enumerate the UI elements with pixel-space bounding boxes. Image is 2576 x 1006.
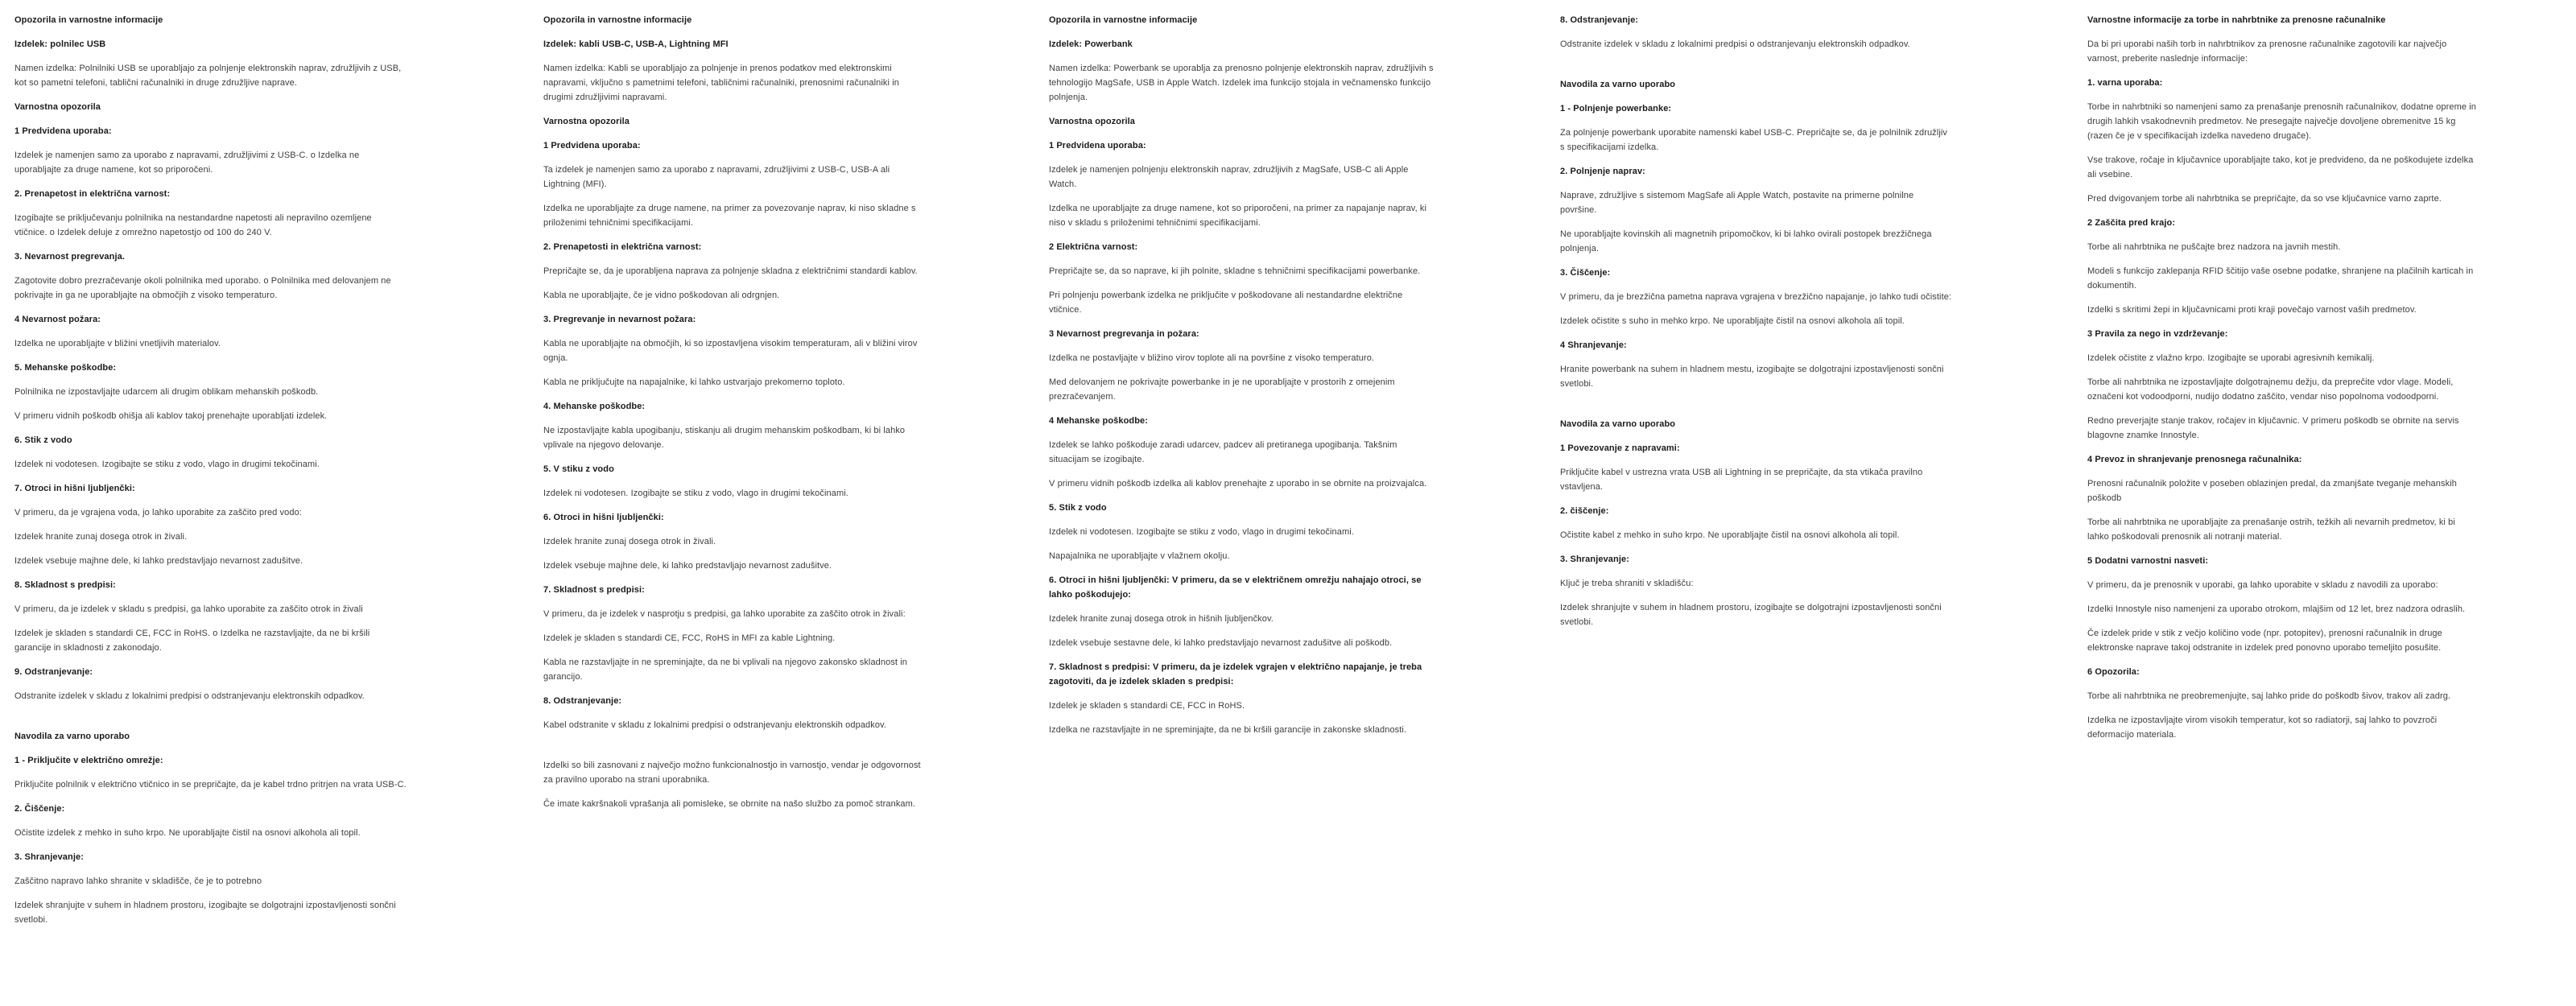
paragraph: V primeru, da je vgrajena voda, jo lahko uporabite za zaščito pred vodo:: [14, 508, 302, 517]
section-heading: 9. Odstranjevanje:: [14, 667, 93, 677]
section-heading: Varnostna opozorila: [14, 102, 101, 112]
paragraph: Med delovanjem ne pokrivajte powerbanke in je ne uporabljajte v prostorih z omejenim prezračevanjem.: [1049, 377, 1395, 402]
section-heading: 3. Čiščenje:: [1560, 268, 1611, 278]
column-cables: [543, 13, 928, 821]
section-heading: 5. Stik z vodo: [1049, 503, 1107, 513]
section-heading: Varnostna opozorila: [1049, 117, 1136, 126]
section-heading: 3. Nevarnost pregrevanja.: [14, 252, 126, 262]
paragraph: Izogibajte se priključevanju polnilnika na nestandardne napetosti ali nepravilno ozemljene vtičnice. o Izdelek deluje z omrežno napetostjo od 100 do 240 V.: [14, 213, 372, 237]
column-powerbank-warnings: [1049, 13, 1437, 747]
paragraph: Izdelek je skladen s standardi CE, FCC, RoHS in MFI za kable Lightning.: [543, 633, 836, 643]
section-heading: 2. Prenapetost in električna varnost:: [14, 189, 171, 199]
paragraph: Izdelek ni vodotesen. Izogibajte se stiku z vodo, vlago in drugimi tekočinami.: [1049, 527, 1354, 537]
paragraph: Prenosni računalnik položite v poseben oblazinjen predal, da zmanjšate tveganje mehanskih poškodb: [2087, 479, 2457, 503]
paragraph: Kabla ne uporabljajte na območjih, ki so izpostavljena visokim temperaturam, ali v bližini virov ognja.: [543, 339, 918, 363]
paragraph: Izdelek vsebuje majhne dele, ki lahko predstavljajo nevarnost zadušitve.: [543, 561, 832, 571]
paragraph: Kabla ne priključujte na napajalnike, ki lahko ustvarjajo prekomerno toploto.: [543, 377, 845, 387]
paragraph: Namen izdelka: Kabli se uporabljajo za polnjenje in prenos podatkov med elektronskimi napravami, vključno s pametnimi telefoni, tabličnimi računalniki, prenosnimi računalniki in drugimi združljivimi napravami.: [543, 64, 899, 102]
paragraph: Torbe ali nahrbtnika ne uporabljajte za prenašanje ostrih, težkih ali nevarnih predmetov, ki bi lahko poškodovali prenosnik ali notranji material.: [2087, 517, 2455, 542]
paragraph: Prepričajte se, da so naprave, ki jih polnite, skladne s tehničnimi specifikacijami powerbanke.: [1049, 266, 1421, 276]
section-heading: 3 Nevarnost pregrevanja in požara:: [1049, 329, 1199, 339]
paragraph: Izdelka ne izpostavljajte virom visokih temperatur, kot so radiatorji, saj lahko to povzroči deformacijo materiala.: [2087, 715, 2438, 740]
paragraph: Torbe in nahrbtniki so namenjeni samo za prenašanje prenosnih računalnikov, dodatne opreme in drugih lahkih vsakodnevnih predmetov. Ne presegajte največje dovoljene obremenitve 15 kg (razen če je v specifikacijah izdelka navedeno drugače).: [2087, 102, 2476, 141]
paragraph: Očistite kabel z mehko in suho krpo. Ne uporabljajte čistil na osnovi alkohola ali topil.: [1560, 530, 1900, 540]
section-heading: Varnostne informacije za torbe in nahrbtnike za prenosne računalnike: [2087, 15, 2386, 25]
section-gap: [14, 713, 407, 729]
paragraph: Priključite kabel v ustrezna vrata USB ali Lightning in se prepričajte, da sta vtikača pravilno vstavljena.: [1560, 468, 1923, 492]
section-heading: 1 Predvidena uporaba:: [1049, 141, 1146, 150]
section-heading: 3 Pravila za nego in vzdrževanje:: [2087, 329, 2228, 339]
paragraph: Izdelka ne postavljajte v bližino virov toplote ali na površine z visoko temperaturo.: [1049, 353, 1375, 363]
section-heading: 4 Prevoz in shranjevanje prenosnega računalnika:: [2087, 455, 2302, 464]
section-heading: Izdelek: Powerbank: [1049, 39, 1133, 49]
paragraph: V primeru, da je brezžična pametna naprava vgrajena v brezžično napajanje, jo lahko tudi očistite:: [1560, 292, 1952, 302]
paragraph: Izdelka ne uporabljajte za druge namene, kot so priporočeni, na primer za napajanje naprav, ki niso v skladu s priloženimi tehničnimi specifikacijami.: [1049, 204, 1427, 228]
section-heading: 1. varna uporaba:: [2087, 78, 2163, 88]
section-heading: Navodila za varno uporabo: [1560, 80, 1676, 89]
paragraph: Priključite polnilnik v električno vtičnico in se prepričajte, da je kabel trdno pritrjen na vrata USB-C.: [14, 780, 407, 790]
paragraph: Torbe ali nahrbtnika ne preobremenjujte, saj lahko pride do poškodb šivov, trakov ali zadrg.: [2087, 691, 2451, 701]
column-powerbank-instructions: [1560, 13, 1952, 639]
paragraph: Izdelki Innostyle niso namenjeni za uporabo otrokom, mlajšim od 12 let, brez nadzora odraslih.: [2087, 604, 2466, 614]
section-heading: Izdelek: polnilec USB: [14, 39, 106, 49]
section-heading: 6 Opozorila:: [2087, 667, 2140, 677]
column-charger-usb: [14, 13, 407, 937]
paragraph: Ta izdelek je namenjen samo za uporabo z napravami, združljivimi z USB-C, USB-A ali Lightning (MFI).: [543, 165, 890, 189]
paragraph: Očistite izdelek z mehko in suho krpo. Ne uporabljajte čistil na osnovi alkohola ali topil.: [14, 828, 361, 838]
section-heading: 3. Shranjevanje:: [14, 852, 84, 862]
section-heading: 1 - Priključite v električno omrežje:: [14, 756, 163, 765]
section-heading: 8. Skladnost s predpisi:: [14, 580, 116, 590]
paragraph: Izdelek očistite s suho in mehko krpo. Ne uporabljajte čistil na osnovi alkohola ali topil.: [1560, 316, 1905, 326]
paragraph: Izdelek je skladen s standardi CE, FCC in RoHS. o Izdelka ne razstavljajte, da ne bi kršili garancije in skladnosti z zakonodajo.: [14, 629, 370, 653]
section-heading: 5. V stiku z vodo: [543, 464, 614, 474]
column-laptop-bags: [2087, 13, 2476, 752]
paragraph: Izdelek je namenjen samo za uporabo z napravami, združljivimi z USB-C. o Izdelka ne uporabljajte za druge namene, kot so priporočeni.: [14, 150, 360, 175]
section-heading: 4. Mehanske poškodbe:: [543, 402, 646, 411]
paragraph: V primeru, da je prenosnik v uporabi, ga lahko uporabite v skladu z navodili za uporabo:: [2087, 580, 2438, 590]
paragraph: Kabla ne uporabljajte, če je vidno poškodovan ali odrgnjen.: [543, 291, 780, 300]
section-heading: 1 Povezovanje z napravami:: [1560, 443, 1680, 453]
paragraph: Za polnjenje powerbank uporabite namenski kabel USB-C. Prepričajte se, da je polnilnik združljiv s specifikacijami izdelka.: [1560, 128, 1948, 152]
paragraph: Ključ je treba shraniti v skladišču:: [1560, 579, 1694, 588]
section-heading: 4 Shranjevanje:: [1560, 340, 1627, 350]
paragraph: Izdelek hranite zunaj dosega otrok in živali.: [14, 532, 188, 542]
paragraph: Izdelek ni vodotesen. Izogibajte se stiku z vodo, vlago in drugimi tekočinami.: [14, 460, 320, 469]
paragraph: Naprave, združljive s sistemom MagSafe ali Apple Watch, postavite na primerne polnilne površine.: [1560, 191, 1914, 215]
section-heading: Navodila za varno uporabo: [1560, 419, 1676, 429]
section-heading: 6. Stik z vodo: [14, 435, 72, 445]
section-heading: 6. Otroci in hišni ljubljenčki: V primeru, da se v električnem omrežju nahajajo otroci, se lahko poškodujejo:: [1049, 575, 1422, 600]
paragraph: Izdelek hranite zunaj dosega otrok in hišnih ljubljenčkov.: [1049, 614, 1274, 624]
paragraph: Izdelka ne razstavljajte in ne spreminjajte, da ne bi kršili garancije in zakonske skladnosti.: [1049, 725, 1407, 735]
section-heading: 7. Skladnost s predpisi: V primeru, da je izdelek vgrajen v električno napajanje, je treba zagotoviti, da je izdelek skladen s predpisi:: [1049, 662, 1422, 686]
section-heading: 1 Predvidena uporaba:: [14, 126, 112, 136]
paragraph: Prepričajte se, da je uporabljena naprava za polnjenje skladna z električnimi standardi kablov.: [543, 266, 918, 276]
paragraph: Redno preverjajte stanje trakov, ročajev in ključavnic. V primeru poškodb se obrnite na servis blagovne znamke Innostyle.: [2087, 416, 2459, 440]
section-heading: 7. Otroci in hišni ljubljenčki:: [14, 484, 135, 493]
paragraph: Če izdelek pride v stik z večjo količino vode (npr. potopitev), prenosni računalnik in druge elektronske naprave takoj odstranite in izdelek pred ponovno uporabo temeljito posušite.: [2087, 629, 2442, 653]
paragraph: Namen izdelka: Polnilniki USB se uporabljajo za polnjenje elektronskih naprav, združljivih z USB, kot so pametni telefoni, tablični računalniki in druge združljive naprave.: [14, 64, 402, 88]
paragraph: Polnilnika ne izpostavljajte udarcem ali drugim oblikam mehanskih poškodb.: [14, 387, 319, 397]
section-heading: 2 Zaščita pred krajo:: [2087, 218, 2176, 228]
paragraph: Izdelek se lahko poškoduje zaradi udarcev, padcev ali pretiranega upogibanja. Takšnim situacijam se izogibajte.: [1049, 440, 1397, 464]
section-heading: 6. Otroci in hišni ljubljenčki:: [543, 513, 664, 522]
paragraph: Izdelka ne uporabljajte v bližini vnetljivih materialov.: [14, 339, 221, 348]
paragraph: Kabla ne razstavljajte in ne spreminjajte, da ne bi vplivali na njegovo zakonsko skladnost in garancijo.: [543, 658, 908, 682]
section-heading: 2 Električna varnost:: [1049, 242, 1138, 252]
section-heading: 2. Polnjenje naprav:: [1560, 167, 1645, 176]
section-heading: 3. Shranjevanje:: [1560, 555, 1629, 564]
paragraph: Izdelek ni vodotesen. Izogibajte se stiku z vodo, vlago in drugimi tekočinami.: [543, 489, 848, 498]
section-heading: 8. Odstranjevanje:: [543, 696, 622, 706]
section-heading: 8. Odstranjevanje:: [1560, 15, 1639, 25]
paragraph: Izdelki s skritimi žepi in ključavnicami proti kraji povečajo varnost vaših predmetov.: [2087, 305, 2417, 315]
paragraph: Kabel odstranite v skladu z lokalnimi predpisi o odstranjevanju elektronskih odpadkov.: [543, 720, 887, 730]
section-heading: 2. Čiščenje:: [14, 804, 65, 814]
paragraph: Ne uporabljajte kovinskih ali magnetnih pripomočkov, ki bi lahko ovirali postopek brezžičnega polnjenja.: [1560, 229, 1932, 254]
paragraph: Izdelek hranite zunaj dosega otrok in živali.: [543, 537, 716, 546]
paragraph: Izdelek je skladen s standardi CE, FCC in RoHS.: [1049, 701, 1245, 711]
paragraph: Ne izpostavljajte kabla upogibanju, stiskanju ali drugim mehanskim poškodbam, ki bi lahko vplivale na njegovo delovanje.: [543, 426, 906, 450]
section-heading: 2. Prenapetosti in električna varnost:: [543, 242, 702, 252]
paragraph: V primeru vidnih poškodb izdelka ali kablov prenehajte z uporabo in se obrnite na proizvajalca.: [1049, 479, 1427, 489]
section-heading: 1 - Polnjenje powerbanke:: [1560, 104, 1672, 113]
section-heading: Opozorila in varnostne informacije: [543, 15, 692, 25]
paragraph: Zaščitno napravo lahko shranite v skladišče, če je to potrebno: [14, 876, 262, 886]
paragraph: Da bi pri uporabi naših torb in nahrbtnikov za prenosne računalnike zagotovili kar največjo varnost, preberite naslednje informacije:: [2087, 39, 2447, 64]
section-heading: 7. Skladnost s predpisi:: [543, 585, 645, 595]
section-heading: Izdelek: kabli USB-C, USB-A, Lightning MFI: [543, 39, 729, 49]
section-heading: 2. čiščenje:: [1560, 506, 1609, 516]
paragraph: Zagotovite dobro prezračevanje okoli polnilnika med uporabo. o Polnilnika med delovanjem ne pokrivajte in ga ne uporabljajte na območjih z visoko temperaturo.: [14, 276, 391, 300]
paragraph: Izdelek očistite z vlažno krpo. Izogibajte se uporabi agresivnih kemikalij.: [2087, 353, 2375, 363]
section-heading: Varnostna opozorila: [543, 117, 630, 126]
section-heading: 3. Pregrevanje in nevarnost požara:: [543, 315, 696, 324]
paragraph: Torbe ali nahrbtnika ne puščajte brez nadzora na javnih mestih.: [2087, 242, 2341, 252]
section-heading: 4 Mehanske poškodbe:: [1049, 416, 1149, 426]
paragraph: Odstranite izdelek v skladu z lokalnimi predpisi o odstranjevanju elektronskih odpadkov.: [1560, 39, 1910, 49]
section-heading: 5 Dodatni varnostni nasveti:: [2087, 556, 2209, 566]
paragraph: Vse trakove, ročaje in ključavnice uporabljajte tako, kot je predvideno, da ne poškodujete izdelka ali vsebine.: [2087, 155, 2474, 179]
paragraph: Če imate kakršnakoli vprašanja ali pomisleke, se obrnite na našo službo za pomoč strankam.: [543, 799, 916, 809]
paragraph: Izdelek je namenjen polnjenju elektronskih naprav, združljivih z MagSafe, USB-C ali Apple Watch.: [1049, 165, 1409, 189]
paragraph: Izdelki so bili zasnovani z največjo možno funkcionalnostjo in varnostjo, vendar je odgovornost za pravilno uporabo na strani uporabnika.: [543, 761, 921, 785]
section-gap: [543, 742, 928, 758]
section-heading: 4 Nevarnost požara:: [14, 315, 101, 324]
paragraph: Pri polnjenju powerbank izdelka ne priključite v poškodovane ali nestandardne električne vtičnice.: [1049, 291, 1403, 315]
paragraph: Izdelek shranjujte v suhem in hladnem prostoru, izogibajte se dolgotrajni izpostavljenosti sončni svetlobi.: [14, 901, 396, 925]
paragraph: Hranite powerbank na suhem in hladnem mestu, izogibajte se dolgotrajni izpostavljenosti sončni svetlobi.: [1560, 365, 1944, 389]
paragraph: V primeru, da je izdelek v skladu s predpisi, ga lahko uporabite za zaščito otrok in živali: [14, 604, 363, 614]
paragraph: Torbe ali nahrbtnika ne izpostavljajte dolgotrajnemu dežju, da preprečite vdor vlage. Modeli, označeni kot vodoodporni, nudijo dodatno zaščito, vendar niso popolnoma vodoodporni.: [2087, 377, 2454, 402]
section-heading: 5. Mehanske poškodbe:: [14, 363, 117, 373]
section-gap: [1560, 61, 1952, 77]
paragraph: Modeli s funkcijo zaklepanja RFID ščitijo vaše osebne podatke, shranjene na plačilnih karticah in dokumentih.: [2087, 266, 2474, 291]
paragraph: Napajalnika ne uporabljajte v vlažnem okolju.: [1049, 551, 1230, 561]
section-heading: Opozorila in varnostne informacije: [1049, 15, 1198, 25]
paragraph: Namen izdelka: Powerbank se uporablja za prenosno polnjenje elektronskih naprav, združljivih s tehnologijo MagSafe, USB in Apple Watch. Izdelek ima funkcijo stojala in večnamensko funkcijo polnjenja.: [1049, 64, 1434, 102]
section-heading: 1 Predvidena uporaba:: [543, 141, 641, 150]
paragraph: Izdelek vsebuje sestavne dele, ki lahko predstavljajo nevarnost zadušitve ali poškodb.: [1049, 638, 1393, 648]
section-heading: Opozorila in varnostne informacije: [14, 15, 163, 25]
paragraph: Pred dvigovanjem torbe ali nahrbtnika se prepričajte, da so vse ključavnice varno zaprte.: [2087, 194, 2442, 204]
paragraph: V primeru vidnih poškodb ohišja ali kablov takoj prenehajte uporabljati izdelek.: [14, 411, 328, 421]
section-gap: [1560, 401, 1952, 417]
paragraph: Izdelka ne uporabljajte za druge namene, na primer za povezovanje naprav, ki niso skladne s priloženimi tehničnimi specifikacijami.: [543, 204, 916, 228]
paragraph: Izdelek vsebuje majhne dele, ki lahko predstavljajo nevarnost zadušitve.: [14, 556, 303, 566]
paragraph: V primeru, da je izdelek v nasprotju s predpisi, ga lahko uporabite za zaščito otrok in živali:: [543, 609, 906, 619]
paragraph: Izdelek shranjujte v suhem in hladnem prostoru, izogibajte se dolgotrajni izpostavljenosti sončni svetlobi.: [1560, 603, 1942, 627]
paragraph: Odstranite izdelek v skladu z lokalnimi predpisi o odstranjevanju elektronskih odpadkov.: [14, 691, 365, 701]
section-heading: Navodila za varno uporabo: [14, 732, 130, 741]
